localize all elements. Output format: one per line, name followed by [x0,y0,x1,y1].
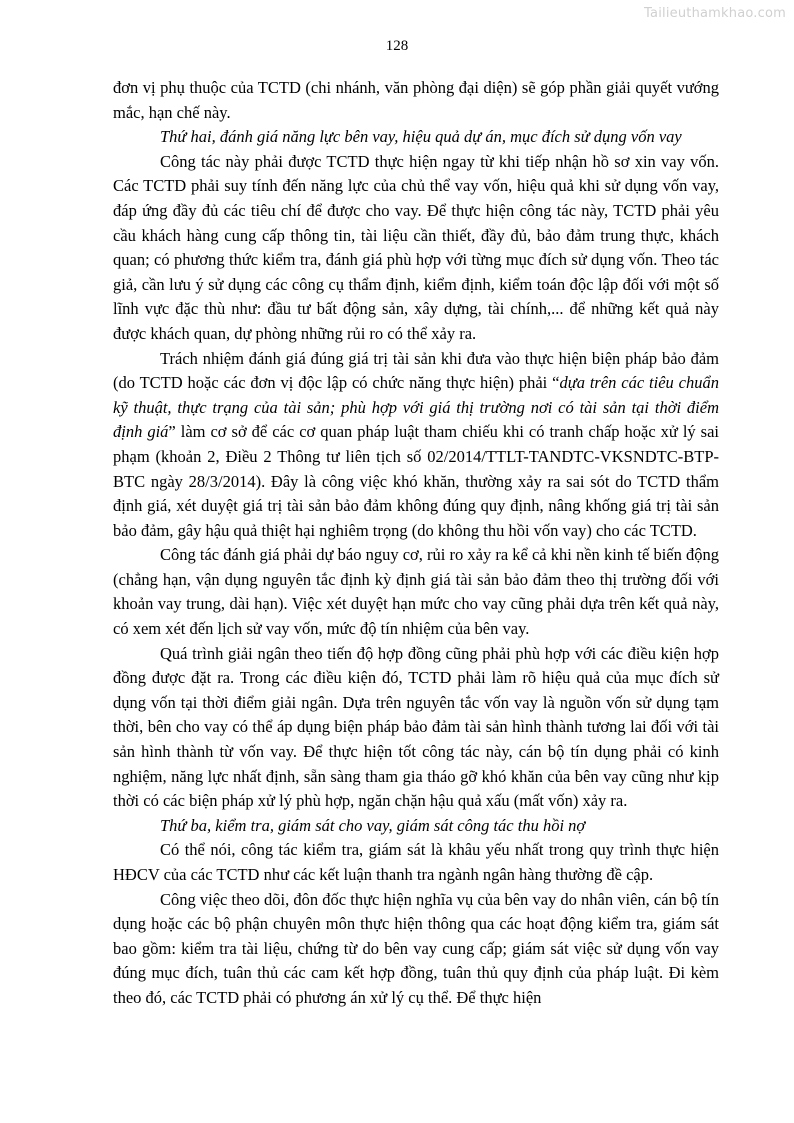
section-heading-third: Thứ ba, kiểm tra, giám sát cho vay, giám sát công tác thu hồi nợ [160,815,586,835]
paragraph-continuation: đơn vị phụ thuộc của TCTD (chi nhánh, văn phòng đại diện) sẽ góp phần giải quyết vướng mắc, hạn chế này. [113,78,719,122]
paragraph-risk-forecast: Công tác đánh giá phải dự báo nguy cơ, rủi ro xảy ra kể cả khi nền kinh tế biến động (chẳng hạn, vận dụng nguyên tắc định kỳ định giá tài sản bảo đảm theo thị trường đối với khoản vay trung, dài hạn). Việc xét duyệt hạn mức cho vay cũng phải dựa trên kết quả này, có xem xét đến lịch sử vay vốn, mức độ tín nhiệm của bên vay. [113,545,719,639]
collateral-text-after-quote: ” làm cơ sở để các cơ quan pháp luật tham chiếu khi có tranh chấp hoặc xử lý sai phạm (khoản 2, Điều 2 Thông tư liên tịch số 02/2014/TTLT-TANDTC-VKSNDTC-BTP-BTC ngày 28/3/2014). Đây là công việc khó khăn, thường xảy ra sai sót do TCTD thẩm định giá, xét duyệt giá trị tài sản bảo đảm không đúng quy định, nâng khống giá trị tài sản bảo đảm, gây hậu quả thiệt hại nghiêm trọng (do không thu hồi vốn vay) cho các TCTD. [113,422,719,540]
section-heading-second: Thứ hai, đánh giá năng lực bên vay, hiệu quả dự án, mục đích sử dụng vốn vay [160,127,682,147]
document-body [113,76,719,1011]
page-number: 128 [385,38,409,54]
paragraph-borrower-assessment: Công tác này phải được TCTD thực hiện ngay từ khi tiếp nhận hồ sơ xin vay vốn. Các TCTD phải suy tính đến năng lực của chủ thể vay vốn, hiệu quả khi sử dụng vốn vay, đáp ứng đầy đủ các tiêu chí để được cho vay. Để thực hiện công tác này, TCTD phải yêu cầu khách hàng cung cấp thông tin, tài liệu cần thiết, đầy đủ, bảo đảm trung thực, khách quan; có phương thức kiểm tra, đánh giá phù hợp với từng mục đích sử dụng vốn. Theo tác giả, cần lưu ý sử dụng các công cụ thẩm định, kiểm định, kiểm toán độc lập đối với một số lĩnh vực đặc thù như: đầu tư bất động sản, xây dựng, tài chính,... để những kết quả này được khách quan, dự phòng những rủi ro có thể xảy ra. [113,151,719,343]
watermark-text: Tailieuthamkhao.com [644,6,786,21]
paragraph-supervision-weakness: Có thể nói, công tác kiểm tra, giám sát là khâu yếu nhất trong quy trình thực hiện HĐCV của các TCTD như các kết luận thanh tra ngành ngân hàng thường đề cập. [113,840,719,884]
collateral-text-before-quote: Trách nhiệm đánh giá đúng giá trị tài sản khi đưa vào thực hiện biện pháp bảo đảm (do TCTD hoặc các đơn vị độc lập có chức năng thực hiện) phải “ [113,348,719,393]
paragraph-collateral-valuation [113,347,719,544]
paragraph-disbursement: Quá trình giải ngân theo tiến độ hợp đồng cũng phải phù hợp với các điều kiện hợp đồng được đặt ra. Trong các điều kiện đó, TCTD phải làm rõ hiệu quả của mục đích sử dụng vốn tại thời điểm giải ngân. Dựa trên nguyên tắc vốn vay là nguồn vốn sử dụng tạm thời, bên cho vay có thể áp dụng biện pháp bảo đảm tài sản hình thành tương lai đối với tài sản hình thành từ vốn vay. Để thực hiện tốt công tác này, cán bộ tín dụng phải có kinh nghiệm, năng lực nhất định, sẵn sàng tham gia tháo gỡ khó khăn của bên vay cũng như kịp thời có các biện pháp xử lý phù hợp, ngăn chặn hậu quả xấu (mất vốn) xảy ra. [113,643,719,811]
collateral-quoted-italic: dựa trên các tiêu chuẩn kỹ thuật, thực trạng của tài sản; phù hợp với giá thị trường nơi có tài sản tại thời điểm định giá [113,373,720,442]
paragraph-monitoring-duties: Công việc theo dõi, đôn đốc thực hiện nghĩa vụ của bên vay do nhân viên, cán bộ tín dụng hoặc các bộ phận chuyên môn thực hiện thông qua các hoạt động kiểm tra, giám sát bao gồm: kiểm tra tài liệu, chứng từ do bên vay cung cấp; giám sát việc sử dụng vốn vay đúng mục đích, tuân thủ các cam kết hợp đồng, tuân thủ quy định của pháp luật. Đi kèm theo đó, các TCTD phải có phương án xử lý cụ thể. Để thực hiện [113,889,719,1007]
